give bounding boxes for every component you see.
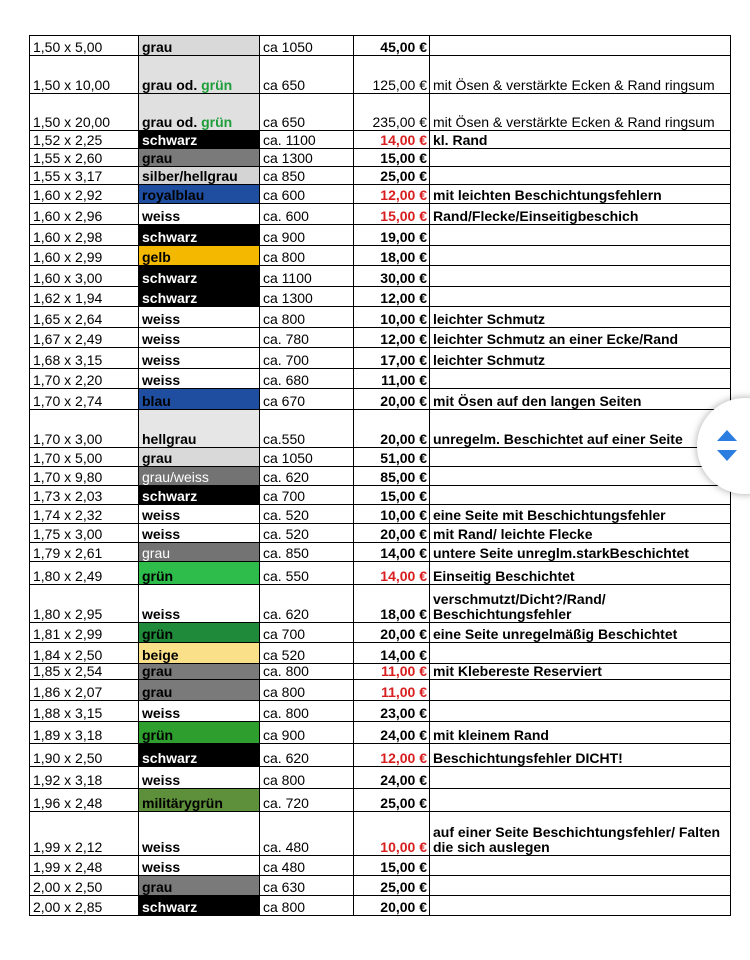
stock-cell: ca 600 [260,185,354,204]
color-cell: grün [139,722,260,744]
color-cell: schwarz [139,131,260,149]
size-cell: 2,00 x 2,50 [30,876,139,896]
stock-cell: ca 800 [260,896,354,916]
stock-cell: ca 1050 [260,448,354,467]
size-cell: 1,62 x 1,94 [30,287,139,307]
size-cell: 1,90 x 2,50 [30,744,139,767]
stock-cell: ca 800 [260,246,354,266]
table-row [30,486,731,505]
size-cell: 1,88 x 3,15 [30,701,139,722]
color-cell: grau [139,543,260,562]
table-row [30,664,731,680]
stock-cell: ca 480 [260,856,354,876]
price-cell: 85,00 € [354,467,430,486]
color-cell: weiss [139,204,260,225]
price-cell: 14,00 € [354,131,430,149]
table-row [30,348,731,369]
table-row [30,856,731,876]
table-row [30,167,731,185]
stock-cell: ca 800 [260,767,354,789]
price-cell: 30,00 € [354,266,430,287]
stock-cell: ca. 480 [260,812,354,856]
size-cell: 1,55 x 2,60 [30,149,139,167]
size-cell: 1,70 x 2,20 [30,369,139,389]
scroll-down-icon[interactable] [717,450,737,461]
price-cell: 11,00 € [354,680,430,701]
color-cell: royalblau [139,185,260,204]
note-cell: Beschichtungsfehler DICHT! [430,744,731,767]
size-cell: 1,70 x 2,74 [30,389,139,410]
table-row [30,287,731,307]
size-cell: 1,50 x 20,00 [30,94,139,131]
price-cell: 125,00 € [354,56,430,94]
size-cell: 1,80 x 2,95 [30,585,139,623]
size-cell: 1,74 x 2,32 [30,505,139,524]
note-cell [430,680,731,701]
size-cell: 1,60 x 2,92 [30,185,139,204]
stock-cell: ca 650 [260,94,354,131]
color-cell: grau [139,876,260,896]
size-cell: 1,67 x 2,49 [30,328,139,348]
note-cell [430,467,731,486]
size-cell: 1,80 x 2,49 [30,562,139,585]
table-row [30,185,731,204]
price-list-table [29,35,731,916]
table-row [30,389,731,410]
size-cell: 1,75 x 3,00 [30,524,139,543]
price-cell: 51,00 € [354,448,430,467]
price-cell: 17,00 € [354,348,430,369]
size-cell: 1,70 x 3,00 [30,410,139,448]
size-cell: 1,96 x 2,48 [30,789,139,812]
size-cell: 1,50 x 10,00 [30,56,139,94]
note-cell: mit Ösen auf den langen Seiten [430,389,731,410]
color-text: grau od. [142,77,202,93]
price-cell: 10,00 € [354,812,430,856]
price-cell: 12,00 € [354,328,430,348]
size-cell: 1,55 x 3,17 [30,167,139,185]
note-cell [430,643,731,664]
price-cell: 24,00 € [354,722,430,744]
price-cell: 15,00 € [354,486,430,505]
price-cell: 15,00 € [354,856,430,876]
price-cell: 20,00 € [354,896,430,916]
color-cell: hellgrau [139,410,260,448]
price-cell: 15,00 € [354,149,430,167]
stock-cell: ca 1300 [260,287,354,307]
price-cell: 25,00 € [354,876,430,896]
size-cell: 1,92 x 3,18 [30,767,139,789]
table-row [30,623,731,643]
color-cell: gelb [139,246,260,266]
note-cell: leichter Schmutz an einer Ecke/Rand [430,328,731,348]
table-row [30,789,731,812]
color-cell: weiss [139,767,260,789]
note-cell [430,486,731,505]
note-cell [430,789,731,812]
price-cell: 19,00 € [354,225,430,246]
price-cell: 12,00 € [354,287,430,307]
size-cell: 1,60 x 3,00 [30,266,139,287]
price-cell: 45,00 € [354,36,430,56]
note-cell [430,856,731,876]
price-cell: 25,00 € [354,167,430,185]
table-row [30,36,731,56]
size-cell: 1,73 x 2,03 [30,486,139,505]
stock-cell: ca 670 [260,389,354,410]
note-cell: unregelm. Beschichtet auf einer Seite [430,410,731,448]
note-cell: verschmutzt/Dicht?/Rand/ Beschichtungsfehler [430,585,731,623]
stock-cell: ca. 550 [260,562,354,585]
note-cell [430,225,731,246]
note-cell [430,876,731,896]
stock-cell: ca 520 [260,643,354,664]
price-cell: 14,00 € [354,543,430,562]
note-cell: mit Ösen & verstärkte Ecken & Rand ringsum [430,94,731,131]
table-row [30,896,731,916]
color-cell: weiss [139,524,260,543]
stock-cell: ca.550 [260,410,354,448]
size-cell: 1,52 x 2,25 [30,131,139,149]
table-row [30,204,731,225]
stock-cell: ca. 780 [260,328,354,348]
size-cell: 1,50 x 5,00 [30,36,139,56]
stock-cell: ca. 800 [260,664,354,680]
stock-cell: ca 850 [260,167,354,185]
stock-cell: ca 900 [260,225,354,246]
table-row [30,767,731,789]
table-row [30,543,731,562]
stock-cell: ca. 680 [260,369,354,389]
color-cell: grau/weiss [139,467,260,486]
note-cell [430,448,731,467]
price-cell: 12,00 € [354,185,430,204]
color-cell: militärygrün [139,789,260,812]
stock-cell: ca. 620 [260,585,354,623]
color-cell: schwarz [139,744,260,767]
color-cell: weiss [139,856,260,876]
size-cell: 1,89 x 3,18 [30,722,139,744]
color-cell [139,94,260,131]
color-text-green: grün [201,77,233,93]
note-cell: mit Klebereste Reserviert [430,664,731,680]
stock-cell: ca. 720 [260,789,354,812]
table-row [30,94,731,131]
note-cell: mit kleinem Rand [430,722,731,744]
table-row [30,585,731,623]
stock-cell: ca. 600 [260,204,354,225]
size-cell: 1,99 x 2,48 [30,856,139,876]
price-cell: 12,00 € [354,744,430,767]
note-cell [430,896,731,916]
stock-cell: ca 630 [260,876,354,896]
color-cell: weiss [139,505,260,524]
note-cell [430,287,731,307]
color-cell: grün [139,623,260,643]
price-cell: 11,00 € [354,369,430,389]
size-cell: 1,85 x 2,54 [30,664,139,680]
color-text-green: grün [201,114,233,130]
color-cell: schwarz [139,287,260,307]
note-cell: eine Seite mit Beschichtungsfehler [430,505,731,524]
size-cell: 1,65 x 2,64 [30,307,139,328]
stock-cell: ca 650 [260,56,354,94]
stock-cell: ca 700 [260,623,354,643]
color-cell: schwarz [139,225,260,246]
color-cell: weiss [139,328,260,348]
note-cell: Rand/Flecke/Einseitigbeschich [430,204,731,225]
note-cell: eine Seite unregelmäßig Beschichtet [430,623,731,643]
table-row [30,246,731,266]
stock-cell: ca. 620 [260,744,354,767]
table-row [30,505,731,524]
color-cell: schwarz [139,266,260,287]
color-cell: silber/hellgrau [139,167,260,185]
color-cell: grau [139,680,260,701]
color-cell: schwarz [139,896,260,916]
note-cell: Einseitig Beschichtet [430,562,731,585]
table-row [30,701,731,722]
price-cell: 235,00 € [354,94,430,131]
price-cell: 20,00 € [354,623,430,643]
stock-cell: ca 1300 [260,149,354,167]
size-cell: 1,79 x 2,61 [30,543,139,562]
table-row [30,722,731,744]
stock-cell: ca. 1100 [260,131,354,149]
note-cell: auf einer Seite Beschichtungsfehler/ Falten die sich auslegen [430,812,731,856]
price-cell: 23,00 € [354,701,430,722]
table-row [30,524,731,543]
size-cell: 1,70 x 5,00 [30,448,139,467]
color-cell: weiss [139,812,260,856]
price-cell: 18,00 € [354,246,430,266]
color-cell: schwarz [139,486,260,505]
table-row [30,149,731,167]
note-cell: leichter Schmutz [430,348,731,369]
price-cell: 15,00 € [354,204,430,225]
table-row [30,307,731,328]
price-cell: 20,00 € [354,410,430,448]
note-cell [430,701,731,722]
note-cell [430,266,731,287]
size-cell: 1,84 x 2,50 [30,643,139,664]
color-cell: grau [139,149,260,167]
table-row [30,410,731,448]
stock-cell: ca. 620 [260,467,354,486]
size-cell: 1,60 x 2,99 [30,246,139,266]
table-row [30,266,731,287]
color-cell: weiss [139,369,260,389]
table-row [30,131,731,149]
color-cell: beige [139,643,260,664]
note-cell [430,167,731,185]
color-cell: grau [139,36,260,56]
note-cell: mit leichten Beschichtungsfehlern [430,185,731,204]
stock-cell: ca. 850 [260,543,354,562]
stock-cell: ca. 700 [260,348,354,369]
size-cell: 1,68 x 3,15 [30,348,139,369]
price-cell: 25,00 € [354,789,430,812]
table-row [30,876,731,896]
note-cell [430,149,731,167]
stock-cell: ca. 800 [260,701,354,722]
color-cell: weiss [139,585,260,623]
price-cell: 24,00 € [354,767,430,789]
table-row [30,467,731,486]
note-cell [430,767,731,789]
color-cell: blau [139,389,260,410]
color-cell: weiss [139,307,260,328]
stock-cell: ca. 520 [260,505,354,524]
table-row [30,369,731,389]
scroll-up-icon[interactable] [717,430,737,441]
table-row [30,328,731,348]
stock-cell: ca 800 [260,680,354,701]
note-cell: leichter Schmutz [430,307,731,328]
table-row [30,744,731,767]
color-text: grau od. [142,114,202,130]
table-row [30,680,731,701]
price-cell: 10,00 € [354,505,430,524]
color-cell: grün [139,562,260,585]
color-cell: grau [139,664,260,680]
stock-cell: ca 700 [260,486,354,505]
size-cell: 1,86 x 2,07 [30,680,139,701]
table-row [30,225,731,246]
stock-cell: ca 900 [260,722,354,744]
size-cell: 2,00 x 2,85 [30,896,139,916]
size-cell: 1,60 x 2,98 [30,225,139,246]
price-cell: 20,00 € [354,389,430,410]
table-row [30,56,731,94]
stock-cell: ca 1050 [260,36,354,56]
size-cell: 1,99 x 2,12 [30,812,139,856]
note-cell [430,369,731,389]
price-cell: 14,00 € [354,562,430,585]
price-cell: 14,00 € [354,643,430,664]
table-row [30,562,731,585]
color-cell: grau [139,448,260,467]
size-cell: 1,70 x 9,80 [30,467,139,486]
color-cell [139,56,260,94]
stock-cell: ca 1100 [260,266,354,287]
table-row [30,643,731,664]
color-cell: weiss [139,701,260,722]
note-cell: mit Rand/ leichte Flecke [430,524,731,543]
price-cell: 20,00 € [354,524,430,543]
price-cell: 18,00 € [354,585,430,623]
table-row [30,812,731,856]
price-cell: 10,00 € [354,307,430,328]
size-cell: 1,81 x 2,99 [30,623,139,643]
stock-cell: ca. 520 [260,524,354,543]
color-cell: weiss [139,348,260,369]
note-cell [430,36,731,56]
note-cell: kl. Rand [430,131,731,149]
stock-cell: ca 800 [260,307,354,328]
price-list-body [30,36,731,916]
note-cell: mit Ösen & verstärkte Ecken & Rand ringsum [430,56,731,94]
price-cell: 11,00 € [354,664,430,680]
size-cell: 1,60 x 2,96 [30,204,139,225]
note-cell [430,246,731,266]
table-row [30,448,731,467]
note-cell: untere Seite unreglm.starkBeschichtet [430,543,731,562]
